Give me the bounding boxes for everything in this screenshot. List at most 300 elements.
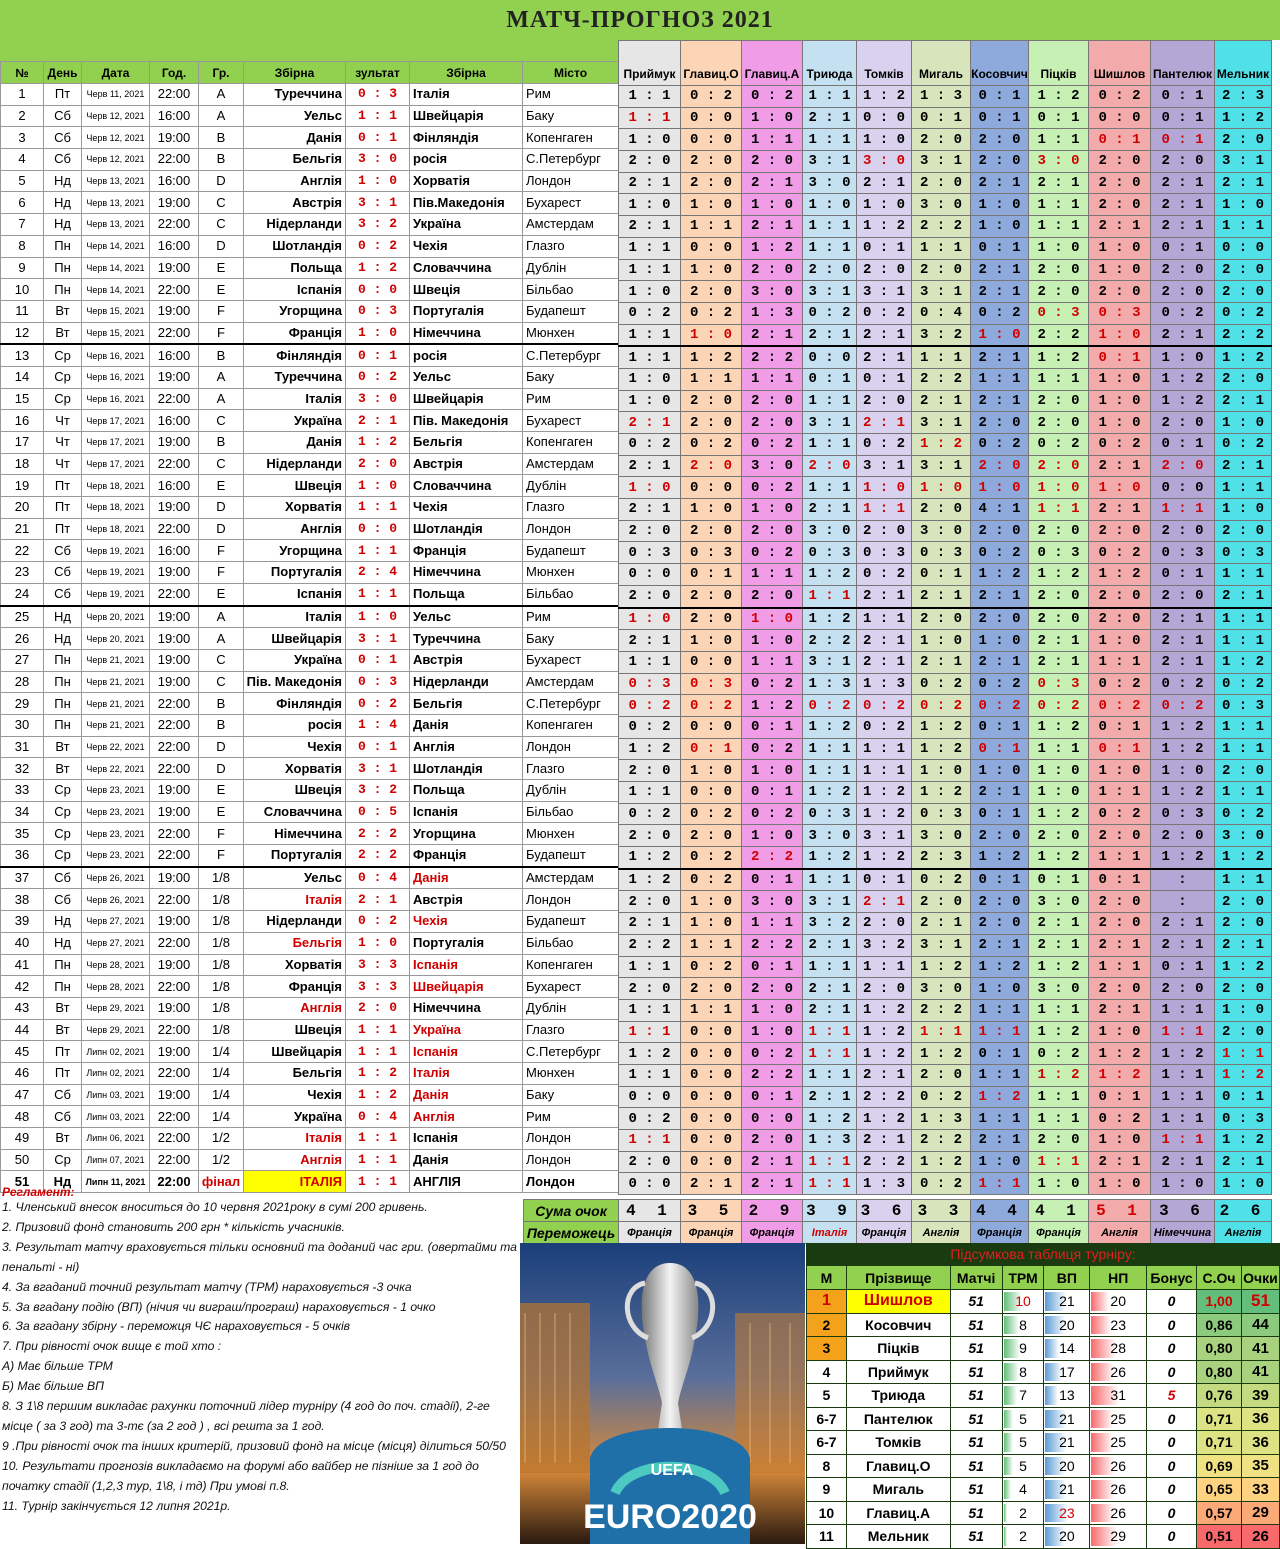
- match-city: Лондон: [523, 518, 619, 540]
- away-team: Швейцарія: [410, 105, 523, 127]
- match-number: 31: [1, 736, 44, 758]
- prediction-cell: 2 : 1: [971, 281, 1029, 303]
- match-date: Черв 13, 2021: [82, 170, 150, 192]
- standing-place: 6-7: [807, 1431, 847, 1455]
- prediction-row: [619, 1108, 1272, 1130]
- prediction-cell: 3 : 0: [912, 825, 971, 847]
- away-team: Україна: [410, 214, 523, 236]
- match-score: 1 : 2: [346, 1084, 410, 1106]
- prediction-cell: 4 : 1: [971, 499, 1029, 521]
- standing-vp-value: 21: [1059, 1434, 1075, 1451]
- prediction-cell: 0 : 0: [681, 1130, 742, 1152]
- standing-name: Главиц.О: [846, 1454, 950, 1478]
- match-row: [1, 344, 619, 366]
- match-score: 0 : 4: [346, 1106, 410, 1128]
- standing-trm-bar: [1004, 1457, 1013, 1476]
- standing-name: Мигаль: [846, 1478, 950, 1502]
- standing-np-bar: [1091, 1316, 1111, 1335]
- prediction-cell: 2 : 0: [1089, 151, 1151, 173]
- match-city: Копенгаген: [523, 714, 619, 736]
- match-group: 1/4: [199, 1062, 244, 1084]
- standing-place: 9: [807, 1478, 847, 1502]
- prediction-cell: 2 : 1: [971, 585, 1029, 607]
- home-team: Іспанія: [244, 279, 346, 301]
- prediction-row: [619, 564, 1272, 586]
- prediction-cell: 0 : 1: [1151, 237, 1215, 259]
- prediction-cell: 0 : 3: [681, 542, 742, 564]
- standing-matches: 51: [950, 1478, 1002, 1502]
- standing-average: 0,69: [1197, 1454, 1242, 1478]
- match-date: Липн 03, 2021: [82, 1084, 150, 1106]
- match-day: Сб: [44, 867, 82, 889]
- player-name: Мигаль: [912, 41, 971, 86]
- match-number: 24: [1, 583, 44, 605]
- prediction-cell: 1 : 1: [1215, 608, 1272, 630]
- match-score: 1 : 1: [346, 1128, 410, 1150]
- standing-average: 0,80: [1197, 1360, 1242, 1384]
- prediction-cell: 1 : 1: [1151, 1108, 1215, 1130]
- match-score: 3 : 2: [346, 214, 410, 236]
- home-team: Угорщина: [244, 540, 346, 562]
- prediction-cell: 0 : 2: [619, 434, 681, 456]
- prediction-cell: 1 : 0: [912, 760, 971, 782]
- match-group: 1/8: [199, 867, 244, 889]
- rule-item: 4. За вгаданий точний результат матчу (ТРМ) нараховується -3 очка: [2, 1279, 412, 1294]
- prediction-cell: 1 : 2: [1215, 107, 1272, 129]
- match-time: 22:00: [150, 1019, 199, 1041]
- prediction-cell: 1 : 1: [619, 1130, 681, 1152]
- match-day: Ср: [44, 780, 82, 802]
- standing-average: 0,71: [1197, 1407, 1242, 1431]
- match-city: Мюнхен: [523, 562, 619, 584]
- prediction-row: [619, 455, 1272, 477]
- standing-np-value: 26: [1110, 1504, 1126, 1521]
- prediction-cell: 1 : 3: [912, 86, 971, 108]
- prediction-cell: 1 : 1: [803, 86, 857, 108]
- prediction-cell: 1 : 1: [912, 346, 971, 368]
- standing-np-value: 26: [1110, 1481, 1126, 1498]
- player-name: Триюда: [803, 41, 857, 86]
- prediction-cell: 1 : 2: [1089, 1064, 1151, 1086]
- match-day: Пн: [44, 649, 82, 671]
- match-score: 1 : 1: [346, 540, 410, 562]
- prediction-cell: 2 : 0: [1089, 978, 1151, 1000]
- prediction-cell: 0 : 2: [742, 434, 803, 456]
- prediction-cell: 1 : 1: [1029, 999, 1089, 1021]
- prediction-cell: 2 : 1: [803, 978, 857, 1000]
- prediction-cell: 2 : 1: [1151, 913, 1215, 935]
- match-number: 43: [1, 997, 44, 1019]
- away-team: росія: [410, 149, 523, 171]
- match-number: 4: [1, 149, 44, 171]
- standing-name: Пантелюк: [846, 1407, 950, 1431]
- standing-row: [807, 1478, 1280, 1502]
- prediction-cell: 1 : 2: [1029, 847, 1089, 869]
- match-number: 37: [1, 867, 44, 889]
- prediction-cell: 2 : 1: [971, 651, 1029, 673]
- match-time: 22:00: [150, 518, 199, 540]
- standing-trm-bar: [1004, 1410, 1013, 1429]
- standing-place: 2: [807, 1313, 847, 1337]
- prediction-cell: 3 : 0: [803, 825, 857, 847]
- standing-bonus: 0: [1147, 1478, 1197, 1502]
- prediction-row: [619, 673, 1272, 695]
- prediction-cell: 2 : 0: [1089, 891, 1151, 913]
- prediction-cell: 1 : 0: [1215, 1173, 1272, 1195]
- home-team: Фінляндія: [244, 693, 346, 715]
- prediction-cell: 0 : 1: [742, 782, 803, 804]
- match-city: Лондон: [523, 1171, 619, 1193]
- prediction-cell: 1 : 2: [857, 803, 912, 825]
- prediction-cell: 1 : 2: [1215, 1130, 1272, 1152]
- match-score: 0 : 1: [346, 344, 410, 366]
- prediction-cell: 1 : 2: [857, 1108, 912, 1130]
- prediction-cell: 0 : 3: [619, 673, 681, 695]
- prediction-cell: 2 : 1: [971, 782, 1029, 804]
- prediction-cell: 2 : 0: [1151, 412, 1215, 434]
- away-team: Англія: [410, 736, 523, 758]
- prediction-cell: 2 : 0: [1089, 520, 1151, 542]
- prediction-row: [619, 477, 1272, 499]
- final-standings-table: [806, 1265, 1280, 1549]
- prediction-row: [619, 869, 1272, 891]
- prediction-cell: 0 : 3: [619, 542, 681, 564]
- standing-points: 41: [1241, 1337, 1279, 1361]
- match-row: [1, 84, 619, 106]
- match-row: [1, 911, 619, 933]
- away-team: Австрія: [410, 889, 523, 911]
- away-team: Уельс: [410, 606, 523, 628]
- match-row: [1, 518, 619, 540]
- home-team: Фінляндія: [244, 344, 346, 366]
- standing-vp-value: 20: [1059, 1457, 1075, 1474]
- prediction-cell: 0 : 2: [912, 695, 971, 717]
- standing-average: 1,00: [1197, 1290, 1242, 1314]
- standing-np: [1090, 1431, 1147, 1455]
- prediction-cell: 2 : 1: [681, 1173, 742, 1195]
- prediction-cell: 3 : 2: [857, 934, 912, 956]
- standing-trm-value: 8: [1019, 1316, 1027, 1333]
- match-date: Черв 28, 2021: [82, 976, 150, 998]
- prediction-cell: 0 : 2: [681, 956, 742, 978]
- prediction-cell: 1 : 3: [803, 673, 857, 695]
- prediction-cell: 3 : 0: [742, 891, 803, 913]
- away-team: Чехія: [410, 497, 523, 519]
- prediction-cell: 2 : 1: [1151, 934, 1215, 956]
- match-day: Ср: [44, 366, 82, 388]
- prediction-cell: 0 : 2: [912, 1086, 971, 1108]
- prediction-cell: 2 : 0: [742, 585, 803, 607]
- match-date: Черв 12, 2021: [82, 105, 150, 127]
- prediction-cell: 1 : 0: [1089, 1130, 1151, 1152]
- prediction-cell: 0 : 1: [1215, 1086, 1272, 1108]
- prediction-cell: 1 : 0: [857, 129, 912, 151]
- away-team: Шотландія: [410, 518, 523, 540]
- prediction-cell: 1 : 1: [971, 999, 1029, 1021]
- home-team: Австрія: [244, 192, 346, 214]
- prediction-row: [619, 172, 1272, 194]
- match-score: 1 : 2: [346, 257, 410, 279]
- standing-bonus: 0: [1147, 1431, 1197, 1455]
- match-date: Черв 19, 2021: [82, 583, 150, 605]
- prediction-row: [619, 368, 1272, 390]
- prediction-cell: 1 : 1: [742, 368, 803, 390]
- match-time: 22:00: [150, 214, 199, 236]
- prediction-cell: 2 : 1: [857, 585, 912, 607]
- prediction-cell: 2 : 0: [971, 913, 1029, 935]
- prediction-cell: 0 : 1: [971, 803, 1029, 825]
- match-score: 0 : 2: [346, 235, 410, 257]
- prediction-cell: 2 : 0: [912, 1064, 971, 1086]
- home-team: Пів. Македонія: [244, 671, 346, 693]
- header-band: [0, 40, 618, 61]
- match-number: 15: [1, 388, 44, 410]
- prediction-cell: 0 : 1: [1151, 107, 1215, 129]
- match-day: Сб: [44, 127, 82, 149]
- standing-bonus: 0: [1147, 1313, 1197, 1337]
- prediction-row: [619, 585, 1272, 607]
- standing-vp: [1044, 1384, 1090, 1408]
- prediction-cell: 0 : 2: [971, 542, 1029, 564]
- standing-average: 0,80: [1197, 1337, 1242, 1361]
- prediction-cell: 2 : 0: [1029, 281, 1089, 303]
- prediction-cell: 0 : 2: [971, 695, 1029, 717]
- match-day: Ср: [44, 801, 82, 823]
- prediction-cell: 2 : 1: [857, 651, 912, 673]
- away-team: Іспанія: [410, 1128, 523, 1150]
- player-sum: 4 1: [619, 1200, 681, 1222]
- prediction-row: [619, 760, 1272, 782]
- prediction-cell: 1 : 1: [857, 608, 912, 630]
- prediction-cell: 1 : 0: [619, 477, 681, 499]
- prediction-cell: 1 : 0: [971, 760, 1029, 782]
- match-score: 0 : 3: [346, 300, 410, 322]
- prediction-cell: 2 : 0: [971, 129, 1029, 151]
- standing-np: [1090, 1454, 1147, 1478]
- prediction-cell: 2 : 2: [912, 216, 971, 238]
- prediction-cell: 1 : 2: [912, 738, 971, 760]
- match-time: 22:00: [150, 322, 199, 344]
- match-date: Черв 14, 2021: [82, 235, 150, 257]
- prediction-cell: 2 : 0: [681, 455, 742, 477]
- match-time: 22:00: [150, 1149, 199, 1171]
- match-group: C: [199, 649, 244, 671]
- prediction-cell: 0 : 1: [681, 738, 742, 760]
- standing-average: 0,65: [1197, 1478, 1242, 1502]
- prediction-cell: 0 : 3: [681, 673, 742, 695]
- standing-place: 11: [807, 1525, 847, 1549]
- match-day: Ср: [44, 845, 82, 867]
- match-city: Мюнхен: [523, 322, 619, 344]
- match-row: [1, 257, 619, 279]
- prediction-row: [619, 194, 1272, 216]
- prediction-cell: 1 : 1: [1029, 499, 1089, 521]
- prediction-row: [619, 630, 1272, 652]
- match-score: 0 : 5: [346, 801, 410, 823]
- match-day: Пт: [44, 1041, 82, 1063]
- match-group: C: [199, 671, 244, 693]
- rule-item: 9 .При рівності очок та інших критерій, призовий фонд на місце (місця) ділиться 50/50: [2, 1438, 506, 1453]
- prediction-cell: 2 : 0: [1151, 455, 1215, 477]
- player-name: Шишлов: [1089, 41, 1151, 86]
- prediction-row: [619, 151, 1272, 173]
- prediction-cell: 3 : 0: [803, 520, 857, 542]
- home-team: Італія: [244, 889, 346, 911]
- prediction-cell: 0 : 2: [1089, 673, 1151, 695]
- prediction-cell: 2 : 0: [857, 978, 912, 1000]
- home-team: ІТАЛІЯ: [244, 1171, 346, 1193]
- match-group: 1/4: [199, 1084, 244, 1106]
- match-score: 2 : 2: [346, 845, 410, 867]
- prediction-cell: 1 : 0: [1089, 630, 1151, 652]
- match-time: 22:00: [150, 149, 199, 171]
- match-city: Глазго: [523, 1019, 619, 1041]
- final-column-header: ТРМ: [1002, 1266, 1044, 1290]
- match-date: Черв 22, 2021: [82, 758, 150, 780]
- match-score: 0 : 3: [346, 671, 410, 693]
- rule-item: 8. З 1\8 першим викладає рахунки поточний лідер турніру (4 год до поч. стадії), 2-ге місце ( за 3 год) та 3-тє (за 2 год ) , всі решта за 1 год.: [2, 1399, 490, 1433]
- standing-bonus: 0: [1147, 1501, 1197, 1525]
- match-date: Липн 02, 2021: [82, 1041, 150, 1063]
- away-team: Нідерланди: [410, 671, 523, 693]
- standing-row: [807, 1313, 1280, 1337]
- sum-row: [524, 1200, 1272, 1222]
- prediction-cell: 0 : 1: [857, 869, 912, 891]
- match-group: 1/8: [199, 889, 244, 911]
- prediction-cell: 1 : 0: [1029, 237, 1089, 259]
- rule-item: 5. За вгадану подію (ВП) (нічия чи виграш/програш) нараховується - 1 очко: [2, 1299, 436, 1314]
- prediction-cell: 2 : 0: [803, 455, 857, 477]
- prediction-cell: 0 : 2: [742, 738, 803, 760]
- match-day: Пт: [44, 84, 82, 106]
- match-day: Сб: [44, 105, 82, 127]
- standing-np: [1090, 1478, 1147, 1502]
- prediction-row: [619, 716, 1272, 738]
- player-sum: 3 9: [803, 1200, 857, 1222]
- prediction-cell: 2 : 1: [1089, 499, 1151, 521]
- prediction-cell: 0 : 2: [681, 869, 742, 891]
- prediction-cell: 2 : 1: [912, 585, 971, 607]
- prediction-cell: 1 : 1: [1089, 651, 1151, 673]
- prediction-cell: 1 : 2: [803, 847, 857, 869]
- standing-average: 0,71: [1197, 1431, 1242, 1455]
- prediction-cell: 1 : 2: [857, 782, 912, 804]
- prediction-cell: 2 : 1: [971, 390, 1029, 412]
- standing-trm: [1002, 1360, 1044, 1384]
- prediction-cell: 2 : 1: [1029, 630, 1089, 652]
- prediction-cell: 2 : 1: [742, 216, 803, 238]
- prediction-cell: 1 : 2: [912, 782, 971, 804]
- prediction-cell: 2 : 1: [1089, 216, 1151, 238]
- prediction-cell: 1 : 1: [1029, 194, 1089, 216]
- prediction-cell: 2 : 1: [803, 934, 857, 956]
- match-number: 50: [1, 1149, 44, 1171]
- match-row: [1, 954, 619, 976]
- match-score: 1 : 2: [346, 432, 410, 454]
- match-day: Пн: [44, 693, 82, 715]
- prediction-cell: 0 : 2: [1029, 695, 1089, 717]
- prediction-cell: 0 : 3: [1215, 695, 1272, 717]
- standing-name: Шишлов: [846, 1290, 950, 1314]
- prediction-cell: 2 : 0: [971, 151, 1029, 173]
- standing-vp-bar: [1045, 1339, 1059, 1358]
- prediction-cell: 2 : 1: [803, 324, 857, 346]
- match-date: Черв 13, 2021: [82, 214, 150, 236]
- standing-row: [807, 1360, 1280, 1384]
- match-city: С.Петербург: [523, 344, 619, 366]
- match-score: 0 : 0: [346, 518, 410, 540]
- prediction-cell: 1 : 1: [971, 1108, 1029, 1130]
- prediction-cell: 2 : 1: [857, 324, 912, 346]
- prediction-cell: 1 : 2: [912, 716, 971, 738]
- standing-trm: [1002, 1454, 1044, 1478]
- home-team: Уельс: [244, 105, 346, 127]
- prediction-cell: 0 : 2: [971, 673, 1029, 695]
- prediction-cell: 2 : 0: [619, 520, 681, 542]
- match-row: [1, 322, 619, 344]
- match-city: Бухарест: [523, 192, 619, 214]
- standing-name: Косовчич: [846, 1313, 950, 1337]
- prediction-cell: :: [1151, 869, 1215, 891]
- prediction-cell: 3 : 1: [857, 281, 912, 303]
- home-team: Швейцарія: [244, 628, 346, 650]
- prediction-row: [619, 324, 1272, 346]
- prediction-cell: 1 : 0: [619, 608, 681, 630]
- match-city: Лондон: [523, 889, 619, 911]
- prediction-cell: 1 : 0: [1029, 477, 1089, 499]
- match-city: Будапешт: [523, 300, 619, 322]
- prediction-cell: 0 : 2: [619, 695, 681, 717]
- prediction-cell: 1 : 2: [681, 346, 742, 368]
- prediction-cell: 0 : 2: [971, 302, 1029, 324]
- prediction-cell: 1 : 2: [1029, 1064, 1089, 1086]
- match-date: Черв 15, 2021: [82, 300, 150, 322]
- match-group: C: [199, 410, 244, 432]
- prediction-cell: 2 : 0: [681, 151, 742, 173]
- prediction-cell: 2 : 2: [803, 630, 857, 652]
- home-team: Франція: [244, 322, 346, 344]
- match-time: 22:00: [150, 1106, 199, 1128]
- standing-np-value: 31: [1110, 1387, 1126, 1404]
- prediction-cell: 2 : 0: [971, 455, 1029, 477]
- match-number: 41: [1, 954, 44, 976]
- prediction-cell: 2 : 1: [1215, 585, 1272, 607]
- match-row: [1, 976, 619, 998]
- match-number: 7: [1, 214, 44, 236]
- standing-trm-value: 10: [1015, 1293, 1031, 1310]
- standing-points: 36: [1241, 1407, 1279, 1431]
- away-team: Франція: [410, 540, 523, 562]
- final-column-header: М: [807, 1266, 847, 1290]
- prediction-cell: 2 : 1: [742, 1173, 803, 1195]
- prediction-cell: 2 : 3: [912, 847, 971, 869]
- match-day: Вт: [44, 1128, 82, 1150]
- prediction-cell: 2 : 0: [1089, 172, 1151, 194]
- match-day: Пн: [44, 954, 82, 976]
- prediction-row: [619, 956, 1272, 978]
- match-score: 3 : 2: [346, 780, 410, 802]
- match-score: 0 : 2: [346, 693, 410, 715]
- match-day: Сб: [44, 1106, 82, 1128]
- match-row: [1, 889, 619, 911]
- prediction-cell: 1 : 2: [1029, 803, 1089, 825]
- match-row: [1, 1084, 619, 1106]
- prediction-cell: 1 : 0: [742, 608, 803, 630]
- match-day: Пт: [44, 518, 82, 540]
- prediction-cell: 1 : 0: [1089, 368, 1151, 390]
- prediction-cell: 2 : 0: [681, 412, 742, 434]
- match-day: Сб: [44, 540, 82, 562]
